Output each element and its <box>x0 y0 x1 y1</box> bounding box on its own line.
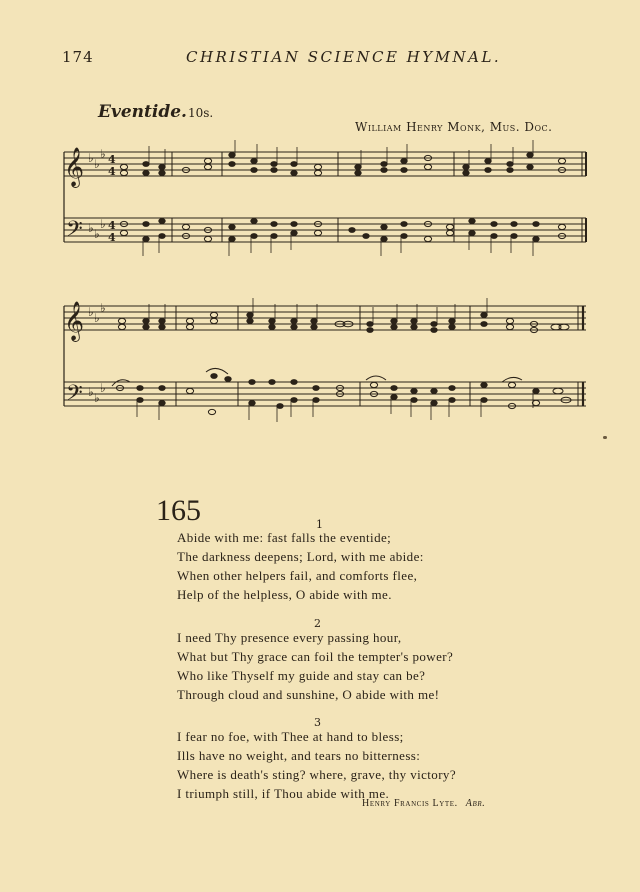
svg-text:4: 4 <box>108 165 116 178</box>
bass-clef-icon: 𝄢 <box>66 217 83 247</box>
svg-text:4: 4 <box>108 219 116 232</box>
svg-text:♭: ♭ <box>100 381 106 395</box>
verse-line: The darkness deepens; Lord, with me abide: <box>177 549 424 564</box>
svg-text:♭: ♭ <box>88 385 94 399</box>
svg-text:♭: ♭ <box>94 227 100 241</box>
svg-text:♭: ♭ <box>88 221 94 235</box>
verse-line: Ills have no weight, and tears no bitterness: <box>177 748 421 763</box>
tune-name: Eventide. <box>98 102 187 122</box>
verse-line: Through cloud and sunshine, O abide with me! <box>177 687 440 702</box>
verse-line: I fear no foe, with Thee at hand to bless; <box>177 729 404 744</box>
verse-number: 1 <box>316 518 323 531</box>
verse-line: Who like Thyself my guide and stay can be? <box>177 668 426 683</box>
notes-system-1 <box>120 153 565 242</box>
verse-line: What but Thy grace can foil the tempter's power? <box>177 649 454 664</box>
hymn-number: 165 <box>156 494 201 527</box>
svg-text:4: 4 <box>108 231 116 244</box>
svg-text:♭: ♭ <box>94 391 100 405</box>
verse-line: When other helpers fail, and comforts flee, <box>177 568 418 583</box>
svg-text:4: 4 <box>108 153 116 166</box>
tune-meter: 10s. <box>188 106 214 120</box>
author-credit <box>362 798 485 809</box>
bass-staff <box>64 218 586 242</box>
music-system-1 <box>0 140 640 270</box>
verse-number: 2 <box>314 617 321 630</box>
paper-speck <box>603 436 607 439</box>
svg-text:♭: ♭ <box>100 147 106 161</box>
bass-clef-icon: 𝄢 <box>66 381 83 411</box>
verse-line: Where is death's sting? where, grave, thy victory? <box>177 767 456 782</box>
author-note: Abr. <box>465 798 486 809</box>
svg-text:♭: ♭ <box>100 217 106 231</box>
verse-line: Help of the helpless, O abide with me. <box>177 587 392 602</box>
treble-clef-icon: 𝄞 <box>64 147 85 187</box>
music-system-2 <box>0 290 640 430</box>
svg-text:♭: ♭ <box>100 301 106 315</box>
svg-text:♭: ♭ <box>94 311 100 325</box>
running-head: CHRISTIAN SCIENCE HYMNAL. <box>186 48 502 66</box>
treble-staff <box>64 306 586 330</box>
verse-number: 3 <box>314 716 321 729</box>
composer: William Henry Monk, Mus. Doc. <box>355 120 553 134</box>
notes-system-2 <box>116 312 571 414</box>
verse-line: Abide with me: fast falls the eventide; <box>177 530 392 545</box>
svg-text:♭: ♭ <box>88 305 94 319</box>
verse-line: I need Thy presence every passing hour, <box>177 630 402 645</box>
page-number: 174 <box>62 48 94 66</box>
svg-text:♭: ♭ <box>88 151 94 165</box>
treble-clef-icon: 𝄞 <box>64 301 85 341</box>
svg-text:♭: ♭ <box>94 157 100 171</box>
verse-line: I triumph still, if Thou abide with me. <box>177 786 390 801</box>
author-name: Henry Francis Lyte. <box>362 798 458 809</box>
